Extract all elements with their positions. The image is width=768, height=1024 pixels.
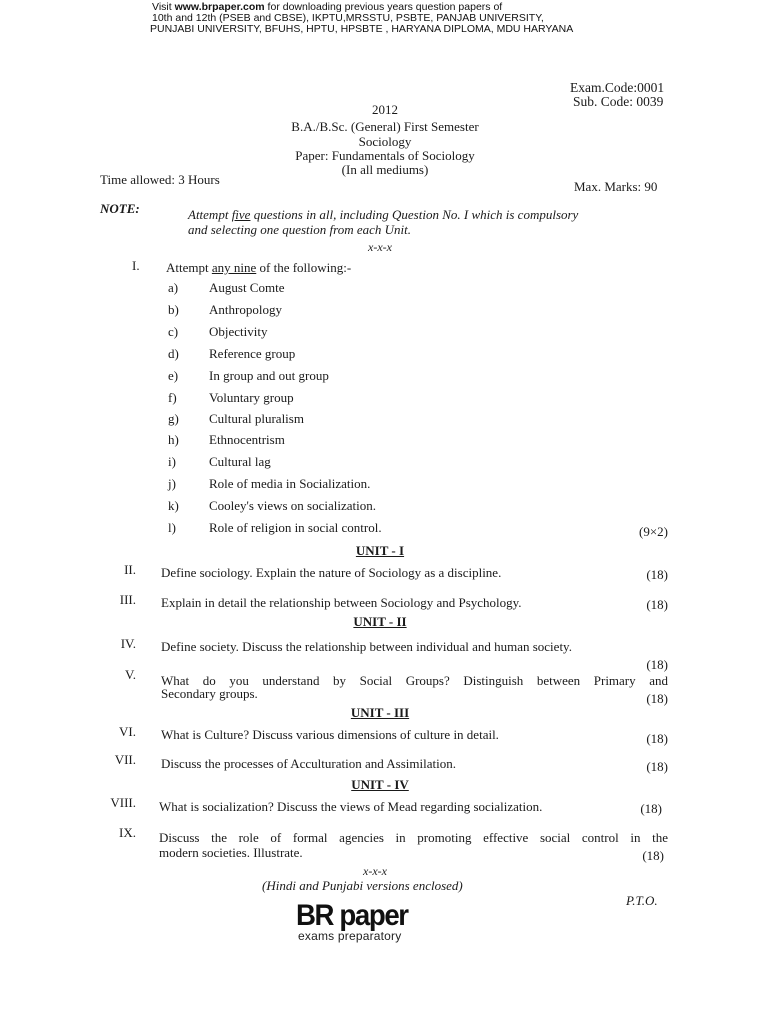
note-separator: x-x-x [368,240,392,254]
q1-item-label: c) [168,324,179,339]
medium-note: (In all mediums) [341,162,429,177]
banner-line-3: PUNJABI UNIVERSITY, BFUHS, HPTU, HPSBTE , HARYANA DIPLOMA, MDU HARYANA [150,23,574,35]
q5-marks: (18) [646,691,668,706]
q1-intro-b: of the following:- [256,260,352,275]
q1-item-text: Cooley's views on socialization. [209,498,376,513]
note-text-five: five [231,207,251,222]
exam-year: 2012 [372,102,398,117]
q6-number: VI. [119,724,136,739]
logo-tagline: exams preparatory [298,929,402,943]
q8-marks: (18) [640,801,662,816]
q1-item-text: August Comte [209,280,285,295]
note-line-1 [188,207,578,223]
q5-line-1: What do you understand by Social Groups? Distinguish between Primary and [161,673,668,688]
q9-line-1: Discuss the role of formal agencies in promoting effective social control in the [159,830,668,845]
q1-item-text: Cultural pluralism [209,411,304,426]
q1-item-label: j) [168,476,176,491]
q1-item-label: h) [168,432,179,447]
q6-text: What is Culture? Discuss various dimensions of culture in detail. [161,727,499,742]
banner-line-2: 10th and 12th (PSEB and CBSE), IKPTU,MRSSTU, PSBTE, PANJAB UNIVERSITY, [152,12,544,24]
q5-number: V. [125,667,136,682]
q1-item-label: g) [168,411,179,426]
q1-item-text: Reference group [209,346,296,361]
q9-marks: (18) [642,848,664,863]
q1-item-text: Ethnocentrism [209,432,285,447]
q7-number: VII. [114,752,136,767]
note-text-a: Attempt [188,207,232,222]
q1-item-text: Voluntary group [209,390,294,405]
q4-number: IV. [120,636,136,651]
logo-name: BR paper [296,899,408,932]
q1-item-label: e) [168,368,179,383]
unit-1-heading: UNIT - I [355,543,405,558]
q1-item-label: a) [168,280,179,295]
q1-item-label: k) [168,498,179,513]
course-name: B.A./B.Sc. (General) First Semester [291,119,479,134]
banner-suffix: for downloading previous years question papers of [264,1,503,13]
q1-item-text: Cultural lag [209,454,271,469]
q1-item-label: i) [168,454,176,469]
q1-item-text: In group and out group [209,368,329,383]
pto-note: P.T.O. [626,893,658,908]
q1-item-text: Role of religion in social control. [209,520,382,535]
unit-3-heading: UNIT - III [350,705,410,720]
footer-separator: x-x-x [363,864,387,878]
q1-item-text: Role of media in Socialization. [209,476,371,491]
exam-code: Exam.Code:0001 [570,80,665,95]
unit-4-heading: UNIT - IV [351,777,409,792]
note-text-b: questions in all, including Question No. I which is compulsory [250,207,579,222]
q3-number: III. [119,592,136,607]
banner-prefix: Visit [152,1,175,13]
q7-text: Discuss the processes of Acculturation and Assimilation. [161,756,456,771]
unit-2-heading: UNIT - II [353,614,407,629]
q1-intro-a: Attempt [166,260,212,275]
q1-intro-any-nine: any nine [211,260,257,275]
max-marks: Max. Marks: 90 [574,179,658,194]
q5-line-2: Secondary groups. [161,686,258,701]
q1-item-label: f) [168,390,177,405]
paper-title: Paper: Fundamentals of Sociology [295,148,475,163]
subject-name: Sociology [358,134,412,149]
q2-text: Define sociology. Explain the nature of Sociology as a discipline. [161,565,502,580]
q4-text: Define society. Discuss the relationship between individual and human society. [161,639,572,654]
sub-code: Sub. Code: 0039 [573,94,664,109]
versions-note: (Hindi and Punjabi versions enclosed) [262,878,463,893]
q1-item-text: Objectivity [209,324,268,339]
q1-item-label: d) [168,346,179,361]
q2-number: II. [124,562,136,577]
q4-marks: (18) [646,657,668,672]
q3-marks: (18) [646,597,668,612]
q1-marks: (9×2) [639,524,668,539]
note-label: NOTE: [100,201,140,216]
brpaper-logo [296,899,446,943]
banner-site-link[interactable]: www.brpaper.com [174,1,265,13]
q2-marks: (18) [646,567,668,582]
note-line-2: and selecting one question from each Unit. [188,222,412,237]
q9-number: IX. [119,825,136,840]
q1-item-label: b) [168,302,179,317]
q1-number: I. [132,258,140,273]
q3-text: Explain in detail the relationship between Sociology and Psychology. [161,595,522,610]
q1-intro [166,260,351,276]
q6-marks: (18) [646,731,668,746]
q7-marks: (18) [646,759,668,774]
website-banner [150,2,670,35]
q9-line-2: modern societies. Illustrate. [159,845,303,860]
q8-number: VIII. [110,795,136,810]
q1-item-label: l) [168,520,176,535]
q8-text: What is socialization? Discuss the views of Mead regarding socialization. [159,799,543,814]
q1-item-text: Anthropology [209,302,282,317]
time-allowed: Time allowed: 3 Hours [100,172,220,187]
